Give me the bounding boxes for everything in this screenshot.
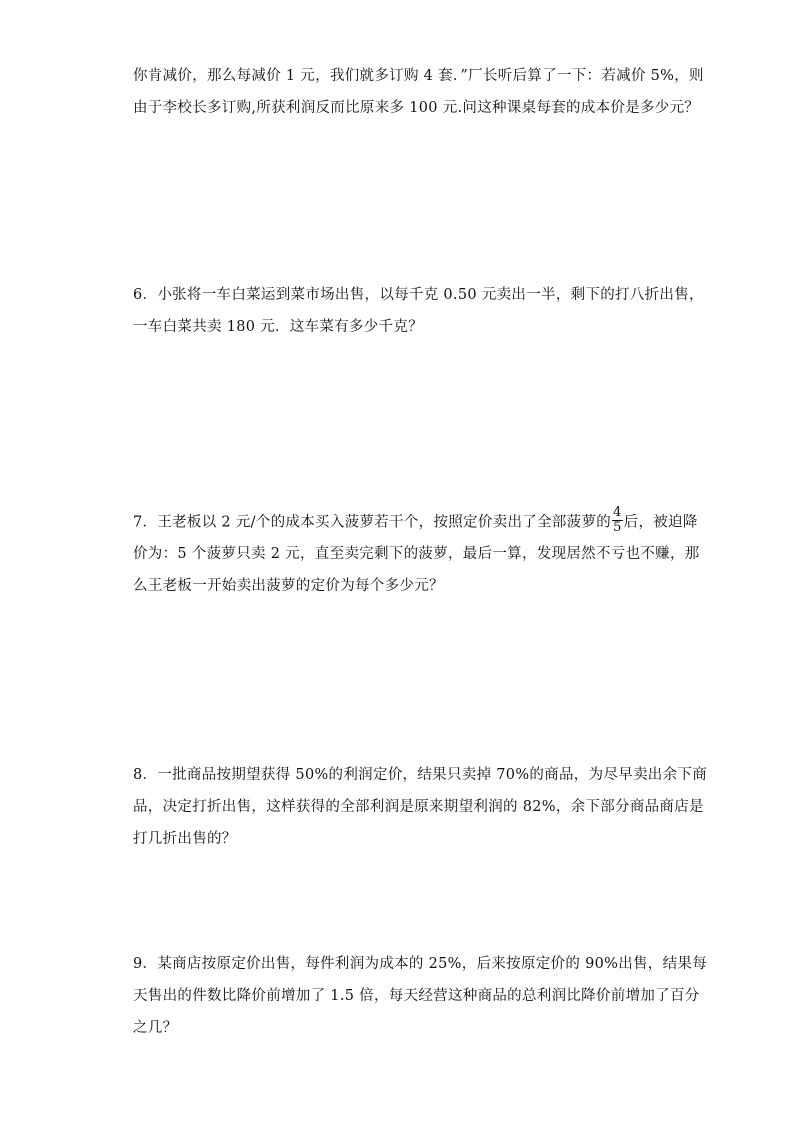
problem9-line3: 之几？ bbox=[133, 1020, 178, 1036]
problem9-line1: 9．某商店按原定价出售，每件利润为成本的 25%，后来按原定价的 90%出售，结果每 bbox=[133, 956, 707, 972]
problem7-line3: 么王老板一开始卖出菠萝的定价为每个多少元？ bbox=[133, 578, 444, 594]
problem6-line1: 6．小张将一车白菜运到菜市场出售，以每千克 0.50 元卖出一半，剩下的打八折出售， bbox=[133, 287, 704, 303]
problem8-line2: 品，决定打折出售，这样获得的全部利润是原来期望利润的 82%，余下部分商品商店是 bbox=[133, 799, 704, 815]
problem9-line2: 天售出的件数比降价前增加了 1.5 倍，每天经营这种商品的总利润比降价前增加了百分 bbox=[133, 988, 700, 1004]
problem6-line2: 一车白菜共卖 180 元．这车菜有多少千克？ bbox=[133, 319, 423, 335]
fraction-numerator: 4 bbox=[613, 505, 622, 520]
problem8-line3: 打几折出售的？ bbox=[133, 831, 237, 847]
fraction-four-fifths bbox=[612, 506, 623, 535]
problem7-line1-before: 7．王老板以 2 元/个的成本买入菠萝若干个，按照定价卖出了全部菠萝的 bbox=[133, 514, 612, 531]
fraction-denominator: 5 bbox=[613, 520, 622, 535]
problem7-line1 bbox=[133, 505, 698, 537]
problem7-line2: 价为：5 个菠萝只卖 2 元，直至卖完剩下的菠萝，最后一算，发现居然不亏也不赚，那 bbox=[133, 546, 700, 562]
problem5-line2: 由于李校长多订购,所获利润反而比原来多 100 元.问这种课桌每套的成本价是多少元？ bbox=[133, 100, 700, 116]
problem5-line1: 你肯减价，那么每减价 1 元，我们就多订购 4 套．”厂长听后算了一下：若减价 5%，则 bbox=[133, 68, 704, 84]
problem7-line1-after: 后，被迫降 bbox=[623, 514, 698, 531]
problem8-line1: 8．一批商品按期望获得 50%的利润定价，结果只卖掉 70%的商品，为尽早卖出余下商 bbox=[133, 767, 707, 783]
